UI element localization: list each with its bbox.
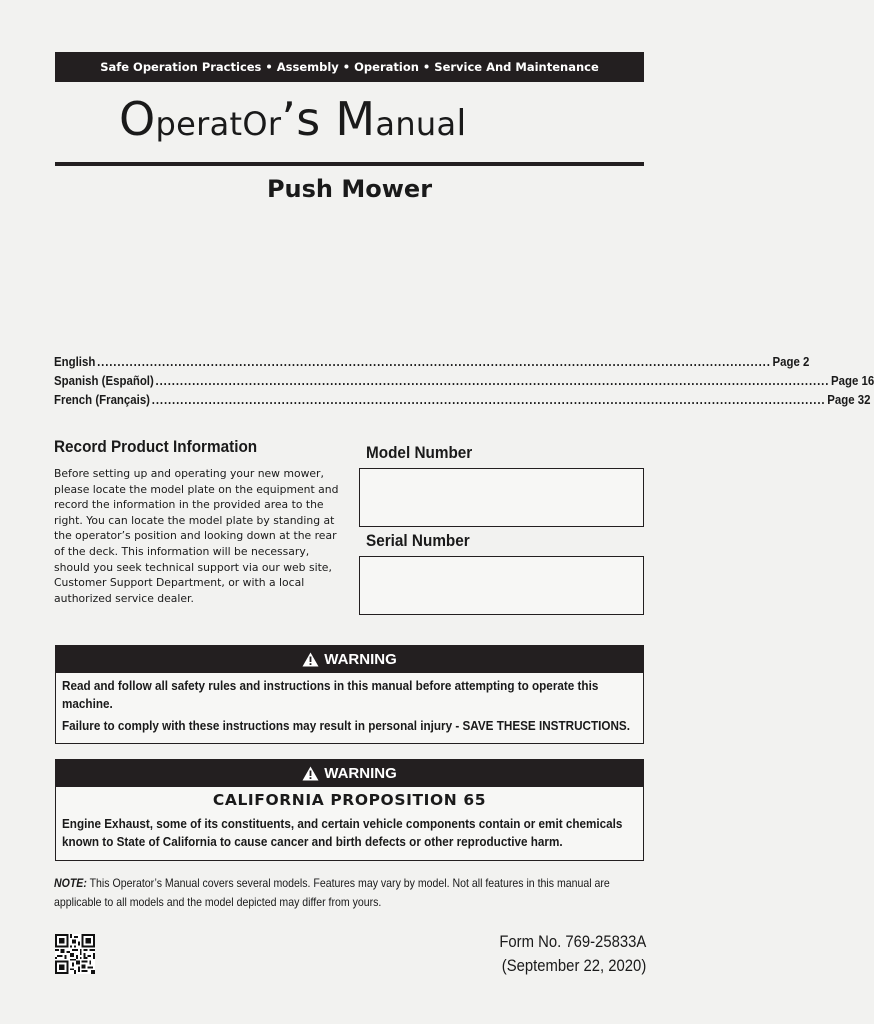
index-page: Page 32 xyxy=(827,392,871,407)
serial-number-label: Serial Number xyxy=(366,531,470,550)
models-note xyxy=(54,874,635,912)
title-part: l xyxy=(456,103,467,144)
serial-number-field[interactable] xyxy=(359,556,644,615)
safety-warning-box xyxy=(55,645,644,744)
warning-line: Failure to comply with these instructions may result in personal injury - SAVE THESE INSTRUCTIONS. xyxy=(62,718,630,733)
leader-dots: ...................................................................................................................................................................... xyxy=(97,354,771,369)
topics-bar-text: Safe Operation Practices • Assembly • Operation • Service And Maintenance xyxy=(100,60,599,74)
form-date: (September 22, 2020) xyxy=(501,957,646,975)
index-language: Spanish (Español) xyxy=(54,373,154,388)
title-part: perat xyxy=(155,105,243,143)
index-page: Page 2 xyxy=(772,354,810,369)
form-info xyxy=(499,930,646,978)
warning-label: WARNING xyxy=(324,765,397,782)
language-index xyxy=(54,354,874,411)
title-part: anua xyxy=(375,105,457,143)
note-text: This Operator’s Manual covers several models. Features may vary by model. Not all features in this manual are applicable to all models and the model depicted may differ from yours. xyxy=(54,876,610,909)
model-number-label: Model Number xyxy=(366,443,473,462)
topics-bar xyxy=(55,52,644,82)
index-language: English xyxy=(54,354,96,369)
form-number: Form No. 769-25833A xyxy=(499,933,646,951)
title-part: O xyxy=(242,105,268,143)
prop65-warning-box xyxy=(55,759,644,861)
index-row-english[interactable] xyxy=(54,354,810,373)
index-row-french[interactable] xyxy=(54,392,871,411)
warning-triangle-icon xyxy=(302,652,319,667)
title-part: O xyxy=(119,92,156,146)
title-area xyxy=(55,86,644,166)
leader-dots: ...................................................................................................................................................................... xyxy=(155,373,830,388)
index-page: Page 16 xyxy=(831,373,874,388)
index-language: French (Français) xyxy=(54,392,151,407)
page-title xyxy=(119,92,467,146)
note-label: NOTE: xyxy=(54,876,87,890)
warning-triangle-icon xyxy=(302,766,319,781)
warning-label: WARNING xyxy=(324,651,397,668)
prop65-title: CALIFORNIA PROPOSITION 65 xyxy=(212,791,487,809)
index-row-spanish[interactable] xyxy=(54,373,874,392)
record-info-heading: Record Product Information xyxy=(54,437,258,456)
warning-text xyxy=(56,815,643,851)
title-part: M xyxy=(335,92,376,146)
record-info-text: Before setting up and operating your new mower, please locate the model plate on the equipment and record the information in the provided area to the right. You can locate the model plate by standing at the operator’s position and looking down at the rear of the deck. This information will be necessary, should you seek technical support via our web site, Customer Support Department, or with a local authorized service dealer. xyxy=(54,467,339,605)
title-part: ’s xyxy=(281,92,336,146)
warning-header xyxy=(56,760,643,787)
warning-line: Engine Exhaust, some of its constituents, and certain vehicle components contain or emit chemicals known to State of California to cause cancer and birth defects or other reproductive harm. xyxy=(62,816,623,849)
leader-dots: ...................................................................................................................................................................... xyxy=(151,392,826,407)
title-part: r xyxy=(267,105,282,143)
qr-code-icon[interactable] xyxy=(55,934,95,974)
warning-text xyxy=(56,673,643,735)
warning-header xyxy=(56,646,643,673)
product-name: Push Mower xyxy=(266,175,433,203)
warning-line: Read and follow all safety rules and instructions in this manual before attempting to operate this machine. xyxy=(62,678,599,711)
model-number-field[interactable] xyxy=(359,468,644,527)
